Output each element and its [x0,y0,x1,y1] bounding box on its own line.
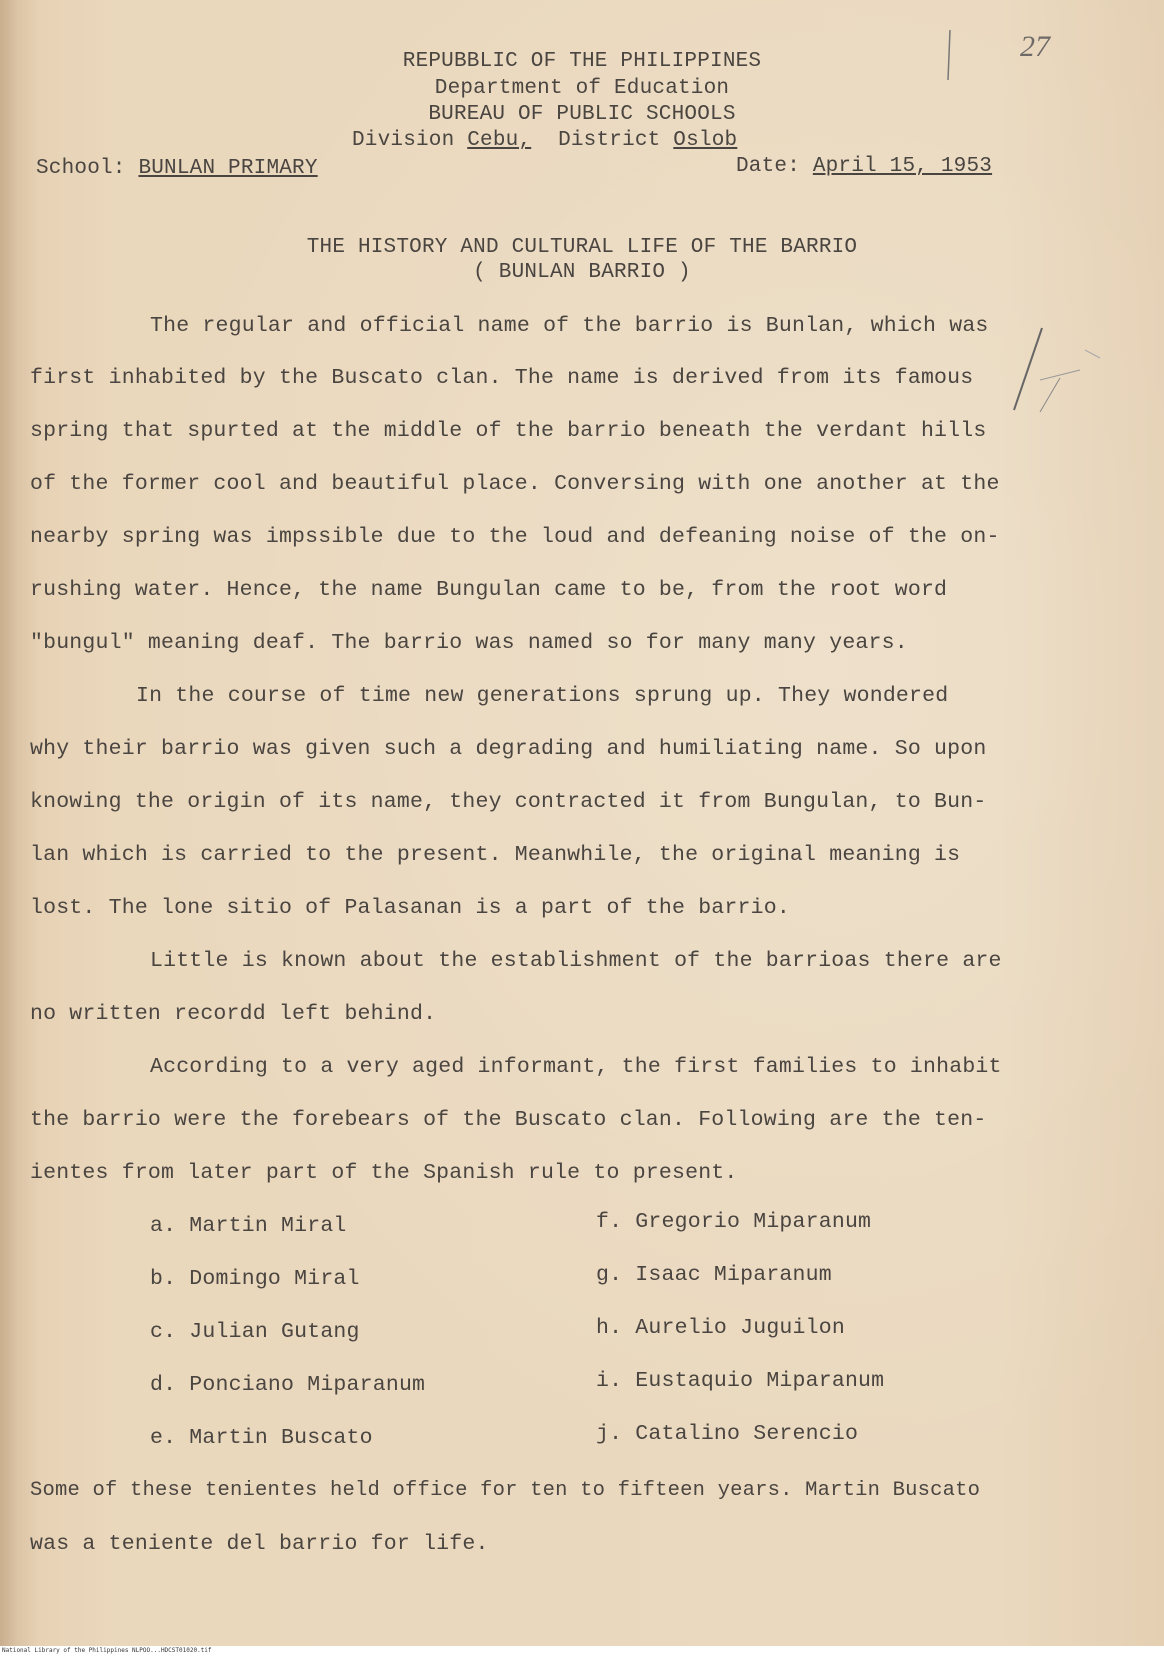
teniente-i: i. Eustaquio Miparanum [596,1369,885,1393]
district-value: Oslob [673,129,738,152]
body-line-8: In the course of time new generations sprung up. They wondered [136,684,949,708]
body-line-1: The regular and official name of the barrio is Bunlan, which was [150,314,989,338]
district-label: District [558,129,661,152]
date-line [736,155,992,178]
body-line-5: nearby spring was impssible due to the loud and defeaning noise of the on- [30,525,1000,549]
school-label: School: [36,157,126,180]
body-line-10: knowing the origin of its name, they contracted it from Bungulan, to Bun- [30,790,987,814]
teniente-h: h. Aurelio Juguilon [596,1316,845,1340]
body-line-4: of the former cool and beautiful place. Conversing with one another at the [30,472,1000,496]
teniente-e: e. Martin Buscato [150,1426,373,1450]
pencil-stroke-diagonal [1040,378,1060,412]
body-line-9: why their barrio was given such a degrading and humiliating name. So upon [30,737,987,761]
teniente-a: a. Martin Miral [150,1214,347,1238]
header-bureau: BUREAU OF PUBLIC SCHOOLS [428,103,736,126]
header-division-line [352,129,737,152]
page-number: 27 [1020,30,1050,63]
body-line-12: lost. The lone sitio of Palasanan is a part of the barrio. [30,896,790,920]
school-line [36,157,318,180]
header-republic: REPUBBLIC OF THE PHILIPPINES [402,50,762,73]
body-line-7: "bungul" meaning deaf. The barrio was named so for many many years. [30,631,908,655]
pencil-stroke-short [1040,370,1080,380]
body-line-3: spring that spurted at the middle of the barrio beneath the verdant hills [30,419,987,443]
teniente-g: g. Isaac Miparanum [596,1263,832,1287]
body-line-15: According to a very aged informant, the first families to inhabit [150,1055,1002,1079]
body-line-6: rushing water. Hence, the name Bungulan came to be, from the root word [30,578,948,602]
document-title: THE HISTORY AND CULTURAL LIFE OF THE BARRIO [306,236,858,259]
teniente-j: j. Catalino Serencio [596,1422,859,1446]
division-label: Division [352,129,455,152]
teniente-b: b. Domingo Miral [150,1267,360,1291]
body-line-11: lan which is carried to the present. Meanwhile, the original meaning is [30,843,961,867]
teniente-c: c. Julian Gutang [150,1320,360,1344]
scan-footer: National Library of the Philippines NLPOO...HDCST01020.tif [2,1647,212,1654]
body-line-13: Little is known about the establishment of the barrioas there are [150,949,1002,973]
body-line-17: ientes from later part of the Spanish rule to present. [30,1161,738,1185]
body-line-2: first inhabited by the Buscato clan. The name is derived from its famous [30,366,974,390]
teniente-f: f. Gregorio Miparanum [596,1210,872,1234]
closing-line-1: Some of these tenientes held office for ten to fifteen years. Martin Buscato [30,1479,981,1502]
teniente-d: d. Ponciano Miparanum [150,1373,426,1397]
division-value: Cebu, [467,129,532,152]
body-line-16: the barrio were the forebears of the Buscato clan. Following are the ten- [30,1108,987,1132]
date-label: Date: [736,155,801,178]
body-line-14: no written recordd left behind. [30,1002,437,1026]
date-value: April 15, 1953 [812,155,993,178]
header-department: Department of Education [434,77,730,100]
document-subtitle: ( BUNLAN BARRIO ) [473,261,691,284]
closing-line-2: was a teniente del barrio for life. [30,1532,489,1556]
school-value: BUNLAN PRIMARY [138,157,318,180]
pencil-stroke-tick [1085,350,1100,358]
pencil-stroke-margin [1014,328,1042,410]
